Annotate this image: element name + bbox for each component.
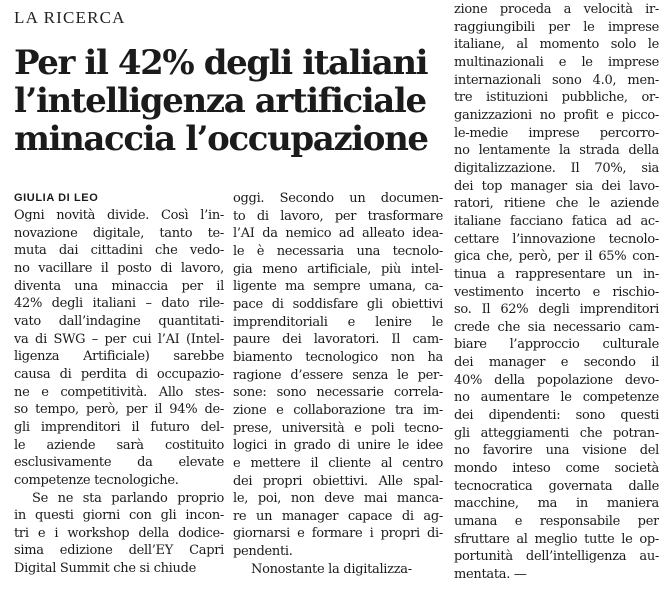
article-text-line: 42% degli italiani – dato rile- [14, 296, 224, 312]
article-text-line: dei propri obiettivi. Alle spal- [233, 473, 443, 489]
article-text-line: so tempo, però, per il 94% de- [14, 402, 224, 418]
article-text-line: paure dei lavoratori. Il cam- [233, 332, 443, 348]
article-text-line: macchine, ma in maniera [454, 496, 659, 512]
article-text-line: to di lavoro, per trasformare [233, 208, 443, 224]
article-text-line: vestimento incerto e rischio- [454, 284, 659, 300]
article-text-line: zione proceda a velocità ir- [454, 2, 659, 17]
article-text-line: dei dipendenti: sono questi [454, 408, 659, 424]
article-text-line: so. Il 62% degli imprenditori [454, 302, 659, 318]
headline-line: l’intelligenza artificiale [14, 81, 426, 121]
article-text-line: mentata. — [454, 567, 527, 582]
article-text-line: no vacillare il posto di lavoro, [14, 260, 224, 276]
article-text-line: cettare l’innovazione tecnolo- [454, 231, 659, 247]
article-text-line: umana e responsabile per [454, 514, 659, 530]
article-text-line: tri e i workshop della dodice- [14, 525, 224, 541]
headline-line: minaccia l’occupazione [14, 119, 428, 159]
article-text-line: prese, università e poli tecno- [233, 420, 443, 436]
article-text-line: biamento tecnologico non ha [233, 349, 443, 365]
article-text-line: zione e collaborazione tra im- [233, 402, 443, 418]
article-text-line: no aumentare le competenze [454, 390, 659, 406]
article-text-line: Nonostante la digitalizza- [251, 561, 412, 577]
article-text-line: crede che sia necessario cam- [454, 319, 659, 335]
article-text-line: ligente ma sempre umana, ca- [233, 279, 443, 295]
article-column-3 [454, 1, 659, 584]
headline-line: Per il 42% degli italiani [14, 43, 428, 83]
article-text-line: logici in grado di unire le idee [233, 438, 443, 454]
article-column-1 [14, 207, 224, 578]
author-byline: GIULIA DI LEO [14, 192, 99, 204]
article-text-line: Ogni novità divide. Così l’in- [14, 208, 224, 223]
article-text-line: gia meno artificiale, più intel- [233, 261, 443, 277]
article-text-line: no favorire una visione del [454, 443, 659, 459]
article-headline [14, 44, 444, 158]
article-text-line: l’AI da nemico ad alleato idea- [233, 226, 443, 242]
article-text-line: biare l’approccio culturale [454, 337, 659, 353]
article-text-line: ganizzazioni no profit e picco- [454, 107, 659, 123]
article-text-line: sima edizione dell’EY Capri [14, 543, 224, 559]
article-text-line: ragione d’essere senza le per- [233, 367, 443, 383]
article-column-2 [233, 190, 443, 578]
article-text-line: no lentamente la strada della [454, 143, 659, 159]
article-text-line: in questi giorni con gli incon- [14, 508, 224, 524]
article-text-line: le è necessaria una tecnolo- [233, 243, 443, 259]
article-text-line: gli imprenditori il futuro del- [14, 419, 224, 435]
article-text-line: tre istituzioni pubbliche, or- [454, 90, 659, 106]
article-text-line: gica che, però, per il 65% con- [454, 249, 659, 265]
article-text-line: gli atteggiamenti che potran- [454, 425, 659, 441]
article-text-line: va di SWG – per cui l’AI (Intel- [14, 331, 224, 347]
section-kicker: LA RICERCA [14, 8, 126, 27]
article-text-line: muta dai cittadini che vedo- [14, 243, 224, 259]
article-text-line: pace di soddisfare gli obiettivi [233, 296, 443, 312]
article-text-line: causa di perdita di occupazio- [14, 366, 224, 382]
article-text-line: le, poi, non deve mai manca- [233, 491, 443, 507]
article-text-line: italiane, al momento solo le [454, 37, 659, 53]
article-text-line: novazione digitale, tanto te- [14, 225, 224, 241]
article-text-line: ne e competitività. Allo stes- [14, 384, 224, 400]
article-text-line: Digital Summit che si chiude [14, 561, 197, 577]
article-text-line: imprenditoriali e lenire le [233, 314, 443, 330]
article-text-line: 40% della popolazione devo- [454, 372, 659, 388]
article-text-line: internazionali sono 4.0, men- [454, 72, 659, 88]
article-text-line: competenze tecnologiche. [14, 472, 179, 488]
article-text-line: portunità dell’intelligenza au- [454, 549, 659, 565]
article-text-line: vato dall’indagine quantitati- [14, 313, 224, 329]
article-text-line: tecnocratica governata dalle [454, 478, 659, 494]
article-text-line: sfruttare al meglio tutte le op- [454, 531, 659, 547]
article-text-line: dei manager e secondo il [454, 355, 659, 371]
article-text-line: multinazionali e le imprese [454, 54, 659, 70]
article-text-line: diventa una minaccia per il [14, 278, 224, 294]
article-text-line: raggiungibili per le imprese [454, 19, 659, 35]
article-text-line: oggi. Secondo un documen- [233, 191, 443, 206]
article-text-line: italiane facciano fatica ad ac- [454, 213, 659, 229]
article-text-line: ligenza Artificiale) sarebbe [14, 349, 224, 365]
article-text-line: pendenti. [233, 544, 293, 560]
article-text-line: Se ne sta parlando proprio [32, 490, 224, 506]
article-text-line: mondo inteso come società [454, 461, 659, 477]
article-text-line: sone: sono necessarie correla- [233, 385, 443, 401]
article-text-line: dei top manager sia dei lavo- [454, 178, 659, 194]
article-text-line: tinua a rappresentare un in- [454, 266, 659, 282]
article-text-line: e mettere il cliente al centro [233, 455, 443, 471]
article-text-line: ratori, ritiene che le aziende [454, 196, 659, 212]
article-text-line: le aziende sarà costituito [14, 437, 224, 453]
article-text-line: esclusivamente da elevate [14, 455, 224, 471]
article-text-line: digitalizzazione. Il 70%, sia [454, 160, 659, 176]
article-text-line: le-medie imprese percorro- [454, 125, 659, 141]
article-text-line: re un manager capace di ag- [233, 508, 443, 524]
article-text-line: giornarsi e formare i propri di- [233, 526, 443, 542]
